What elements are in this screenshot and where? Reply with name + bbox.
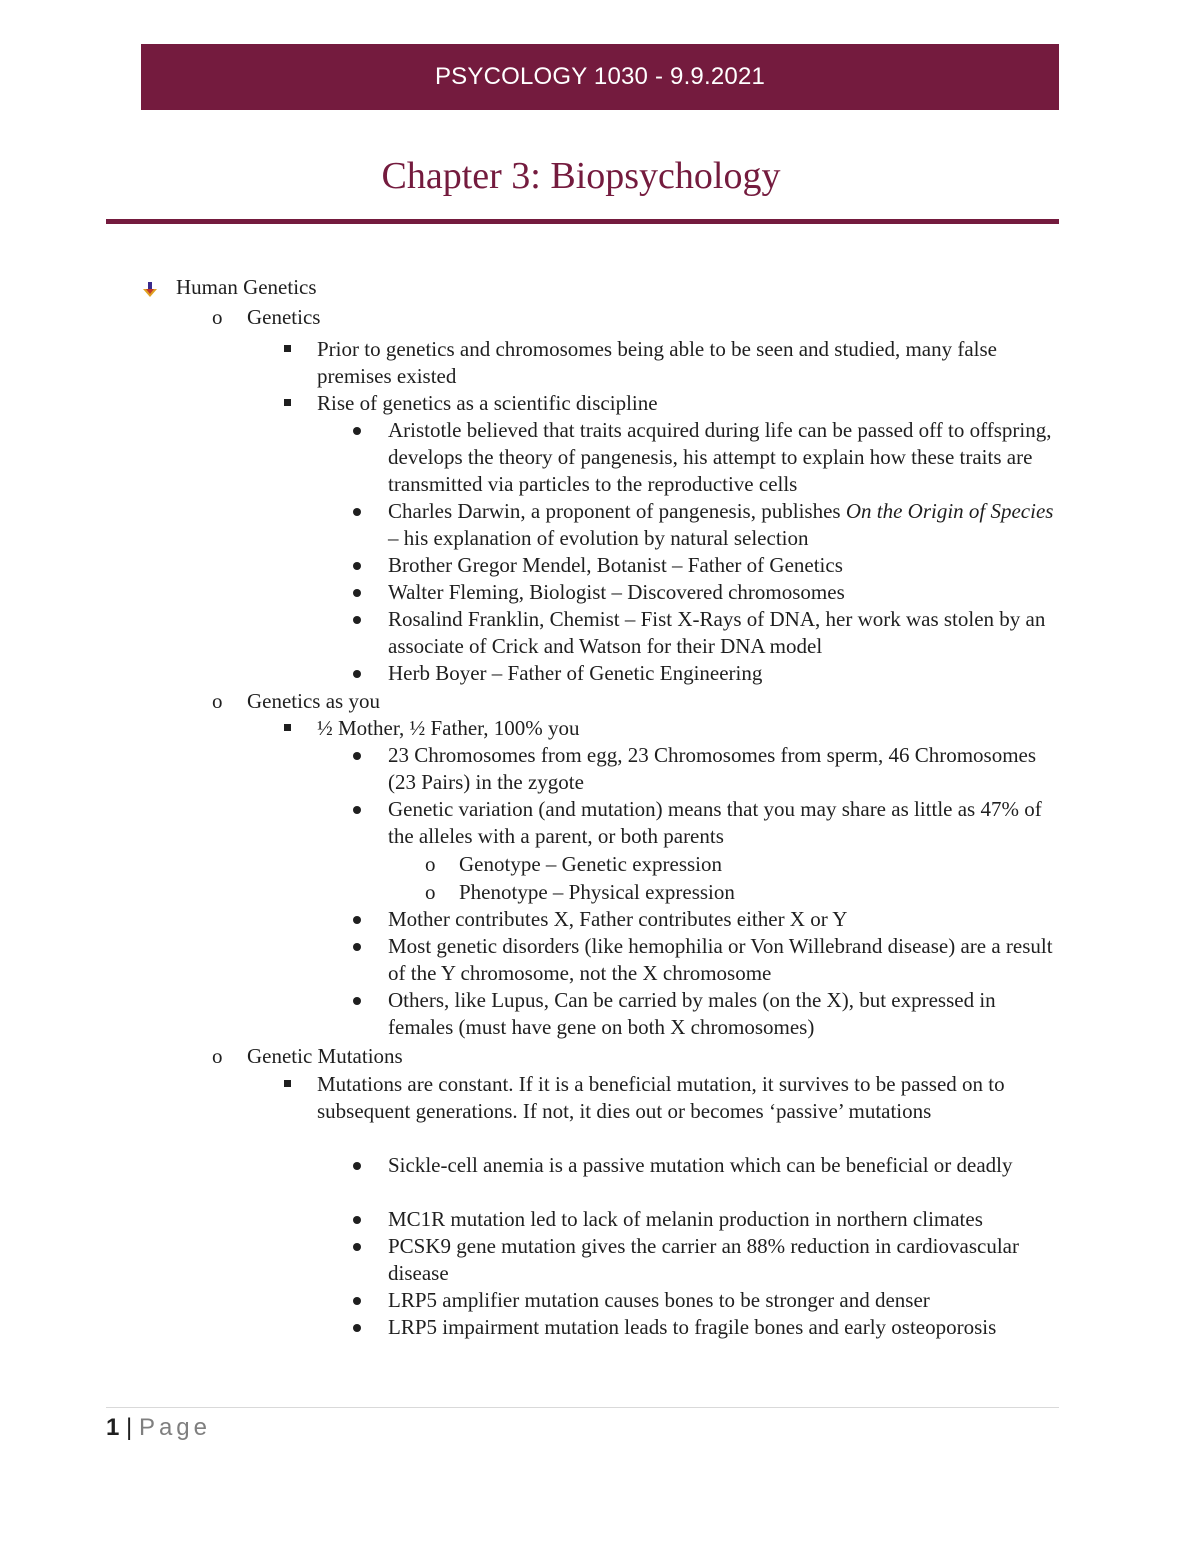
outline-item-text: Sickle-cell anemia is a passive mutation which can be beneficial or deadly (388, 1153, 1013, 1177)
book-title: On the Origin of Species (845, 499, 1054, 523)
page-title: Chapter 3: Biopsychology (381, 155, 781, 197)
outline-item-text: Genotype – Genetic expression (459, 852, 723, 876)
outline-item-text: Rosalind Franklin, Chemist – Fist X-Rays of DNA, her work was stolen by an associate of Crick and Watson for their DNA model (388, 607, 1046, 658)
outline-text-part: Charles Darwin, a proponent of pangenesis, publishes (388, 499, 846, 523)
outline-item-text (388, 498, 1060, 552)
outline-item-text: Phenotype – Physical expression (459, 880, 735, 904)
outline-text-part: – his explanation of evolution by natural selection (388, 526, 809, 550)
outline-item-text: Prior to genetics and chromosomes being able to be seen and studied, many false premises existed (317, 337, 997, 388)
dot-bullet-icon (353, 1297, 361, 1305)
outline-item-text: Genetics (247, 305, 321, 329)
square-bullet-icon (284, 345, 291, 352)
dot-bullet-icon (353, 589, 361, 597)
outline-item-text: Mother contributes X, Father contributes either X or Y (388, 907, 848, 931)
outline-item-text: MC1R mutation led to lack of melanin production in northern climates (388, 1207, 983, 1231)
dot-bullet-icon (353, 1324, 361, 1332)
dot-bullet-icon (353, 508, 361, 516)
square-bullet-icon (284, 1080, 291, 1087)
course-title: PSYCOLOGY 1030 - 9.9.2021 (434, 63, 766, 90)
outline-item-text: PCSK9 gene mutation gives the carrier an 88% reduction in cardiovascular disease (388, 1234, 1019, 1285)
outline-item-text: Walter Fleming, Biologist – Discovered chromosomes (388, 580, 845, 604)
dot-bullet-icon (353, 916, 361, 924)
outline-item-text: Genetics as you (247, 689, 380, 713)
dot-bullet-icon (353, 562, 361, 570)
page-number: 1 (106, 1414, 120, 1441)
outline-item-text: Herb Boyer – Father of Genetic Engineering (388, 661, 763, 685)
dot-bullet-icon (353, 1243, 361, 1251)
dot-bullet-icon (353, 806, 361, 814)
dot-bullet-icon (353, 943, 361, 951)
dot-bullet-icon (353, 997, 361, 1005)
arrow-bullet-icon (142, 279, 158, 297)
dot-bullet-icon (353, 616, 361, 624)
title-divider (106, 219, 1059, 224)
outline-item-text: 23 Chromosomes from egg, 23 Chromosomes from sperm, 46 Chromosomes (23 Pairs) in the zygote (388, 743, 1037, 794)
page-label: Page (138, 1414, 211, 1441)
outline-item-text: Human Genetics (176, 275, 317, 299)
dot-bullet-icon (353, 670, 361, 678)
circle-bullet-icon: o (212, 689, 223, 713)
outline-item-text: Genetic Mutations (247, 1044, 403, 1068)
dot-bullet-icon (353, 1216, 361, 1224)
square-bullet-icon (284, 724, 291, 731)
circle-bullet-icon: o (212, 305, 223, 329)
header-banner (141, 44, 1059, 110)
outline-item-text: Mutations are constant. If it is a beneficial mutation, it survives to be passed on to subsequent generations. If not, it dies out or becomes ‘passive’ mutations (317, 1072, 1005, 1123)
outline-item-text: Aristotle believed that traits acquired during life can be passed off to offspring, develops the theory of pangenesis, his attempt to explain how these traits are transmitted via particles to the reproductive cells (388, 418, 1052, 496)
outline-item-text: Most genetic disorders (like hemophilia or Von Willebrand disease) are a result of the Y chromosome, not the X chromosome (388, 934, 1053, 985)
outline-item-text: LRP5 impairment mutation leads to fragile bones and early osteoporosis (388, 1315, 997, 1339)
circle-bullet-icon: o (425, 852, 436, 876)
dot-bullet-icon (353, 427, 361, 435)
outline-item-text: LRP5 amplifier mutation causes bones to be stronger and denser (388, 1288, 930, 1312)
square-bullet-icon (284, 399, 291, 406)
outline-item-text: ½ Mother, ½ Father, 100% you (317, 716, 580, 740)
outline-item-text: Others, like Lupus, Can be carried by males (on the X), but expressed in females (must have gene on both X chromosomes) (388, 988, 996, 1039)
footer-divider (106, 1407, 1059, 1408)
circle-bullet-icon: o (212, 1044, 223, 1068)
dot-bullet-icon (353, 752, 361, 760)
outline-item-text: Brother Gregor Mendel, Botanist – Father of Genetics (388, 553, 843, 577)
page-footer (106, 1414, 211, 1442)
footer-separator: | (126, 1414, 133, 1441)
outline-item-text: Genetic variation (and mutation) means that you may share as little as 47% of the alleles with a parent, or both parents (388, 797, 1042, 848)
outline-item-text: Rise of genetics as a scientific discipline (317, 391, 658, 415)
dot-bullet-icon (353, 1162, 361, 1170)
circle-bullet-icon: o (425, 880, 436, 904)
